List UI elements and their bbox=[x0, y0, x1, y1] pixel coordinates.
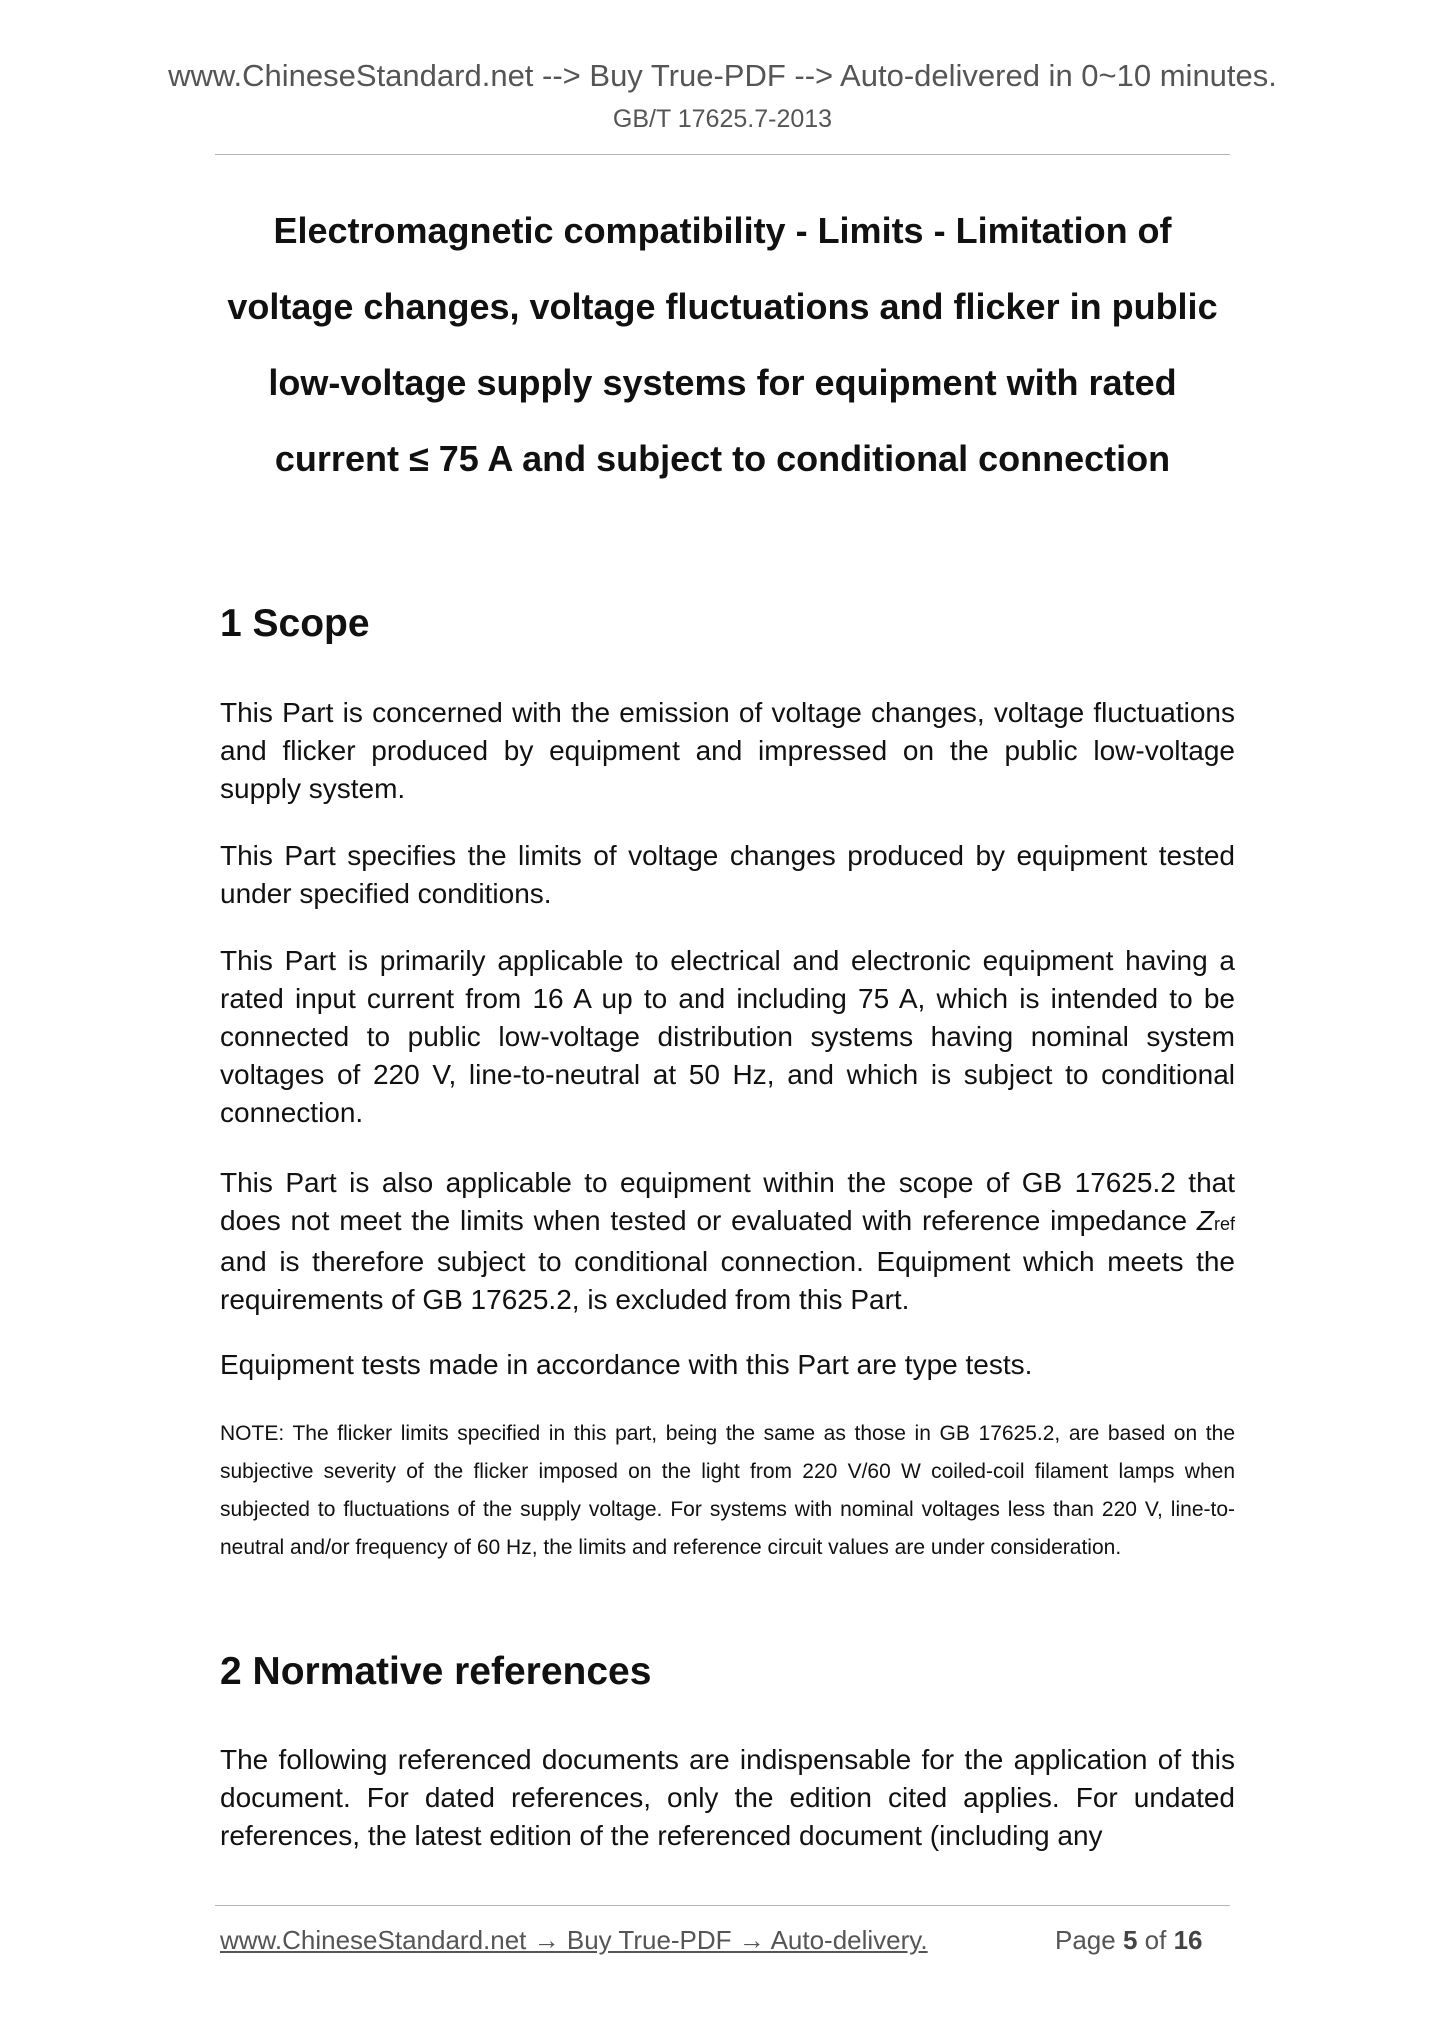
scope-paragraph-5: Equipment tests made in accordance with this Part are type tests. bbox=[220, 1349, 1033, 1380]
scope-paragraph-1: This Part is concerned with the emission of voltage changes, voltage fluctuations and flicker produced by equipment and impressed on the public low-voltage supply system. bbox=[220, 697, 1235, 804]
standard-code: GB/T 17625.7-2013 bbox=[612, 105, 833, 133]
scope-paragraph-2: This Part specifies the limits of voltage changes produced by equipment tested under specified conditions. bbox=[220, 840, 1235, 909]
scope-paragraph-3: This Part is primarily applicable to electrical and electronic equipment having a rated input current from 16 A up to and including 75 A, which is intended to be connected to public low-voltage distribution systems having nominal system voltages of 220 V, line-to-neutral at 50 Hz, and which is subject to conditional connection. bbox=[220, 945, 1235, 1128]
title-line-4: current ≤ 75 A and subject to conditional connection bbox=[274, 438, 1171, 479]
footer-link[interactable]: www.ChineseStandard.net → Buy True-PDF → Auto-delivery. bbox=[220, 1925, 928, 1955]
impedance-symbol: Z bbox=[1196, 1205, 1214, 1236]
scope-paragraph-4-text-a: This Part is also applicable to equipment within the scope of GB 17625.2 that does not meet the limits when tested or evaluated with reference impedance bbox=[220, 1167, 1235, 1236]
footer-divider bbox=[215, 1905, 1230, 1906]
title-line-2: voltage changes, voltage fluctuations and flicker in public bbox=[227, 286, 1218, 327]
scope-note: NOTE: The flicker limits specified in this part, being the same as those in GB 17625.2, are based on the subjective severity of the flicker imposed on the light from 220 V/60 W coiled-coil filament lamps when subjected to fluctuations of the supply voltage. For systems with nominal voltages less than 220 V, line-to-neutral and/or frequency of 60 Hz, the limits and reference circuit values are under consideration. bbox=[220, 1422, 1235, 1559]
header-divider bbox=[215, 154, 1230, 155]
section-heading-scope: 1 Scope bbox=[220, 602, 370, 645]
title-line-1: Electromagnetic compatibility - Limits - Limitation of bbox=[273, 210, 1172, 251]
scope-paragraph-4 bbox=[220, 1164, 1235, 1319]
page-of: of bbox=[1144, 1925, 1167, 1955]
references-paragraph-1: The following referenced documents are indispensable for the application of this document. For dated references, only the edition cited applies. For undated references, the latest edition of the referenced document (including any bbox=[220, 1744, 1235, 1851]
section-heading-normative-references: 2 Normative references bbox=[220, 1650, 652, 1693]
page-indicator bbox=[1055, 1925, 1203, 1956]
document-title bbox=[215, 193, 1230, 497]
scope-paragraph-4-text-b: and is therefore subject to conditional connection. Equipment which meets the requirements of GB 17625.2, is excluded from this Part. bbox=[220, 1246, 1235, 1315]
page-label: Page bbox=[1055, 1925, 1116, 1955]
header-banner: www.ChineseStandard.net --> Buy True-PDF --> Auto-delivered in 0~10 minutes. bbox=[168, 58, 1277, 93]
page-current: 5 bbox=[1122, 1925, 1138, 1955]
title-line-3: low-voltage supply systems for equipment with rated bbox=[268, 362, 1177, 403]
impedance-subscript: ref bbox=[1213, 1214, 1235, 1234]
page-total: 16 bbox=[1173, 1925, 1203, 1955]
